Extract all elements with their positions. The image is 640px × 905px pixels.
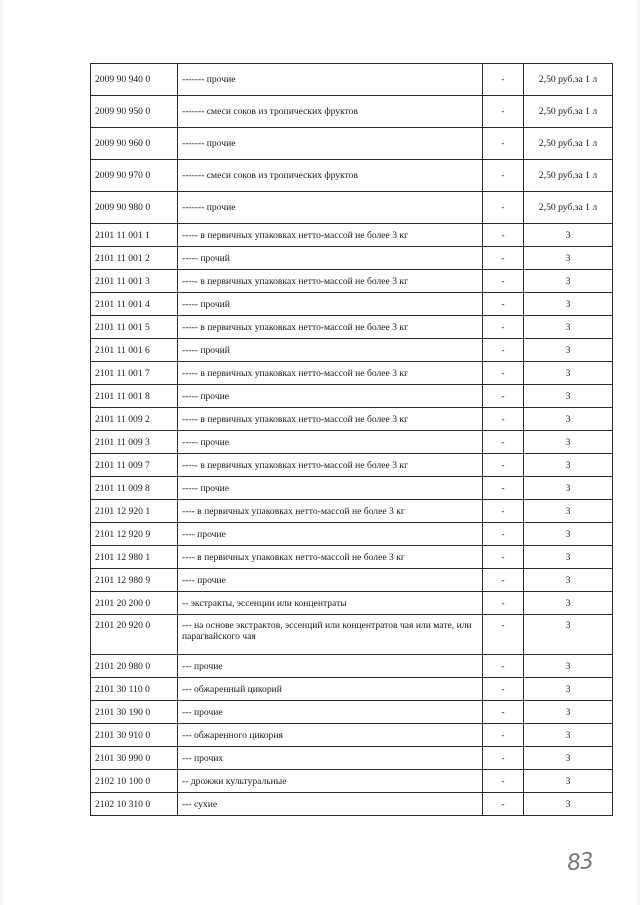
description-cell: ------- прочие [178, 128, 483, 160]
table-row [91, 339, 613, 362]
description-cell: ----- в первичных упаковках нетто-массой не более 3 кг [178, 316, 483, 339]
table-row [91, 408, 613, 431]
unit-cell: - [483, 454, 524, 477]
code-cell: 2101 11 001 5 [91, 316, 178, 339]
description-cell: ----- прочий [178, 293, 483, 316]
code-cell: 2101 11 001 3 [91, 270, 178, 293]
rate-cell: 2,50 руб.за 1 л [524, 128, 613, 160]
rate-cell: 2,50 руб.за 1 л [524, 192, 613, 224]
rate-cell: 3 [524, 362, 613, 385]
table-row [91, 224, 613, 247]
code-cell: 2009 90 970 0 [91, 160, 178, 192]
unit-cell: - [483, 724, 524, 747]
table-row [91, 454, 613, 477]
code-cell: 2101 11 001 7 [91, 362, 178, 385]
rate-cell: 3 [524, 724, 613, 747]
code-cell: 2101 11 001 1 [91, 224, 178, 247]
description-cell: ------- смеси соков из тропических фруктов [178, 160, 483, 192]
unit-cell: - [483, 523, 524, 546]
table-row [91, 747, 613, 770]
code-cell: 2101 30 110 0 [91, 678, 178, 701]
description-cell: ------- смеси соков из тропических фруктов [178, 96, 483, 128]
table-row [91, 385, 613, 408]
description-cell: ----- прочий [178, 247, 483, 270]
rate-cell: 3 [524, 701, 613, 724]
description-cell: --- сухие [178, 793, 483, 816]
unit-cell: - [483, 592, 524, 615]
code-cell: 2101 12 980 9 [91, 569, 178, 592]
rate-cell: 3 [524, 615, 613, 655]
unit-cell: - [483, 128, 524, 160]
unit-cell: - [483, 270, 524, 293]
table-row [91, 500, 613, 523]
table-row [91, 770, 613, 793]
rate-cell: 3 [524, 569, 613, 592]
code-cell: 2101 30 910 0 [91, 724, 178, 747]
code-cell: 2101 11 009 3 [91, 431, 178, 454]
rate-cell: 3 [524, 770, 613, 793]
description-cell: ----- прочий [178, 339, 483, 362]
tariff-table [90, 63, 613, 816]
unit-cell: - [483, 747, 524, 770]
table-row [91, 655, 613, 678]
unit-cell: - [483, 192, 524, 224]
code-cell: 2101 11 009 8 [91, 477, 178, 500]
table-row [91, 160, 613, 192]
description-cell: --- прочие [178, 655, 483, 678]
description-cell: ----- в первичных упаковках нетто-массой не более 3 кг [178, 408, 483, 431]
unit-cell: - [483, 224, 524, 247]
rate-cell: 3 [524, 523, 613, 546]
rate-cell: 2,50 руб.за 1 л [524, 160, 613, 192]
table-row [91, 793, 613, 816]
code-cell: 2101 12 980 1 [91, 546, 178, 569]
rate-cell: 3 [524, 592, 613, 615]
rate-cell: 3 [524, 385, 613, 408]
table-row [91, 724, 613, 747]
rate-cell: 3 [524, 431, 613, 454]
code-cell: 2101 12 920 9 [91, 523, 178, 546]
code-cell: 2101 11 001 4 [91, 293, 178, 316]
code-cell: 2009 90 940 0 [91, 64, 178, 96]
rate-cell: 2,50 руб.за 1 л [524, 64, 613, 96]
rate-cell: 2,50 руб.за 1 л [524, 96, 613, 128]
rate-cell: 3 [524, 316, 613, 339]
table-row [91, 592, 613, 615]
rate-cell: 3 [524, 477, 613, 500]
unit-cell: - [483, 64, 524, 96]
code-cell: 2101 20 200 0 [91, 592, 178, 615]
table-row [91, 316, 613, 339]
code-cell: 2009 90 960 0 [91, 128, 178, 160]
description-cell: ---- в первичных упаковках нетто-массой не более 3 кг [178, 546, 483, 569]
unit-cell: - [483, 96, 524, 128]
description-cell: ----- прочие [178, 385, 483, 408]
table-row [91, 615, 613, 655]
unit-cell: - [483, 701, 524, 724]
table-row [91, 678, 613, 701]
rate-cell: 3 [524, 339, 613, 362]
code-cell: 2101 30 190 0 [91, 701, 178, 724]
rate-cell: 3 [524, 224, 613, 247]
rate-cell: 3 [524, 293, 613, 316]
unit-cell: - [483, 500, 524, 523]
rate-cell: 3 [524, 678, 613, 701]
code-cell: 2101 11 009 7 [91, 454, 178, 477]
code-cell: 2101 30 990 0 [91, 747, 178, 770]
unit-cell: - [483, 770, 524, 793]
rate-cell: 3 [524, 747, 613, 770]
table-row [91, 270, 613, 293]
code-cell: 2101 11 001 2 [91, 247, 178, 270]
description-cell: ----- в первичных упаковках нетто-массой не более 3 кг [178, 454, 483, 477]
table-row [91, 569, 613, 592]
description-cell: ------- прочие [178, 192, 483, 224]
description-cell: -- дрожжи культуральные [178, 770, 483, 793]
unit-cell: - [483, 546, 524, 569]
rate-cell: 3 [524, 500, 613, 523]
description-cell: --- прочие [178, 701, 483, 724]
code-cell: 2102 10 310 0 [91, 793, 178, 816]
unit-cell: - [483, 385, 524, 408]
unit-cell: - [483, 293, 524, 316]
description-cell: -- экстракты, эссенции или концентраты [178, 592, 483, 615]
unit-cell: - [483, 678, 524, 701]
code-cell: 2101 11 001 8 [91, 385, 178, 408]
description-cell: ---- прочие [178, 523, 483, 546]
rate-cell: 3 [524, 793, 613, 816]
rate-cell: 3 [524, 454, 613, 477]
unit-cell: - [483, 339, 524, 362]
description-cell: --- на основе экстрактов, эссенций или концентратов чая или мате, или парагвайского чая [178, 615, 483, 655]
unit-cell: - [483, 160, 524, 192]
unit-cell: - [483, 316, 524, 339]
table-row [91, 192, 613, 224]
unit-cell: - [483, 615, 524, 655]
table-row [91, 546, 613, 569]
rate-cell: 3 [524, 270, 613, 293]
code-cell: 2101 20 920 0 [91, 615, 178, 655]
unit-cell: - [483, 655, 524, 678]
description-cell: --- обжаренный цикорий [178, 678, 483, 701]
unit-cell: - [483, 793, 524, 816]
table-row [91, 64, 613, 96]
description-cell: --- прочих [178, 747, 483, 770]
table-row [91, 96, 613, 128]
table-row [91, 293, 613, 316]
description-cell: ----- прочие [178, 431, 483, 454]
description-cell: ----- в первичных упаковках нетто-массой не более 3 кг [178, 270, 483, 293]
description-cell: ----- в первичных упаковках нетто-массой не более 3 кг [178, 362, 483, 385]
rate-cell: 3 [524, 247, 613, 270]
unit-cell: - [483, 408, 524, 431]
unit-cell: - [483, 477, 524, 500]
handwritten-page-number: 83 [565, 848, 595, 877]
table-row [91, 431, 613, 454]
unit-cell: - [483, 569, 524, 592]
code-cell: 2009 90 980 0 [91, 192, 178, 224]
description-cell: ----- прочие [178, 477, 483, 500]
table-row [91, 701, 613, 724]
code-cell: 2101 12 920 1 [91, 500, 178, 523]
unit-cell: - [483, 431, 524, 454]
code-cell: 2101 11 009 2 [91, 408, 178, 431]
code-cell: 2009 90 950 0 [91, 96, 178, 128]
rate-cell: 3 [524, 546, 613, 569]
description-cell: ---- в первичных упаковках нетто-массой не более 3 кг [178, 500, 483, 523]
rate-cell: 3 [524, 408, 613, 431]
unit-cell: - [483, 247, 524, 270]
rate-cell: 3 [524, 655, 613, 678]
description-cell: ---- прочие [178, 569, 483, 592]
description-cell: --- обжаренного цикория [178, 724, 483, 747]
table-row [91, 523, 613, 546]
description-cell: ----- в первичных упаковках нетто-массой не более 3 кг [178, 224, 483, 247]
description-cell: ------- прочие [178, 64, 483, 96]
code-cell: 2101 20 980 0 [91, 655, 178, 678]
code-cell: 2102 10 100 0 [91, 770, 178, 793]
table-row [91, 247, 613, 270]
code-cell: 2101 11 001 6 [91, 339, 178, 362]
table-row [91, 477, 613, 500]
table-row [91, 362, 613, 385]
unit-cell: - [483, 362, 524, 385]
table-row [91, 128, 613, 160]
